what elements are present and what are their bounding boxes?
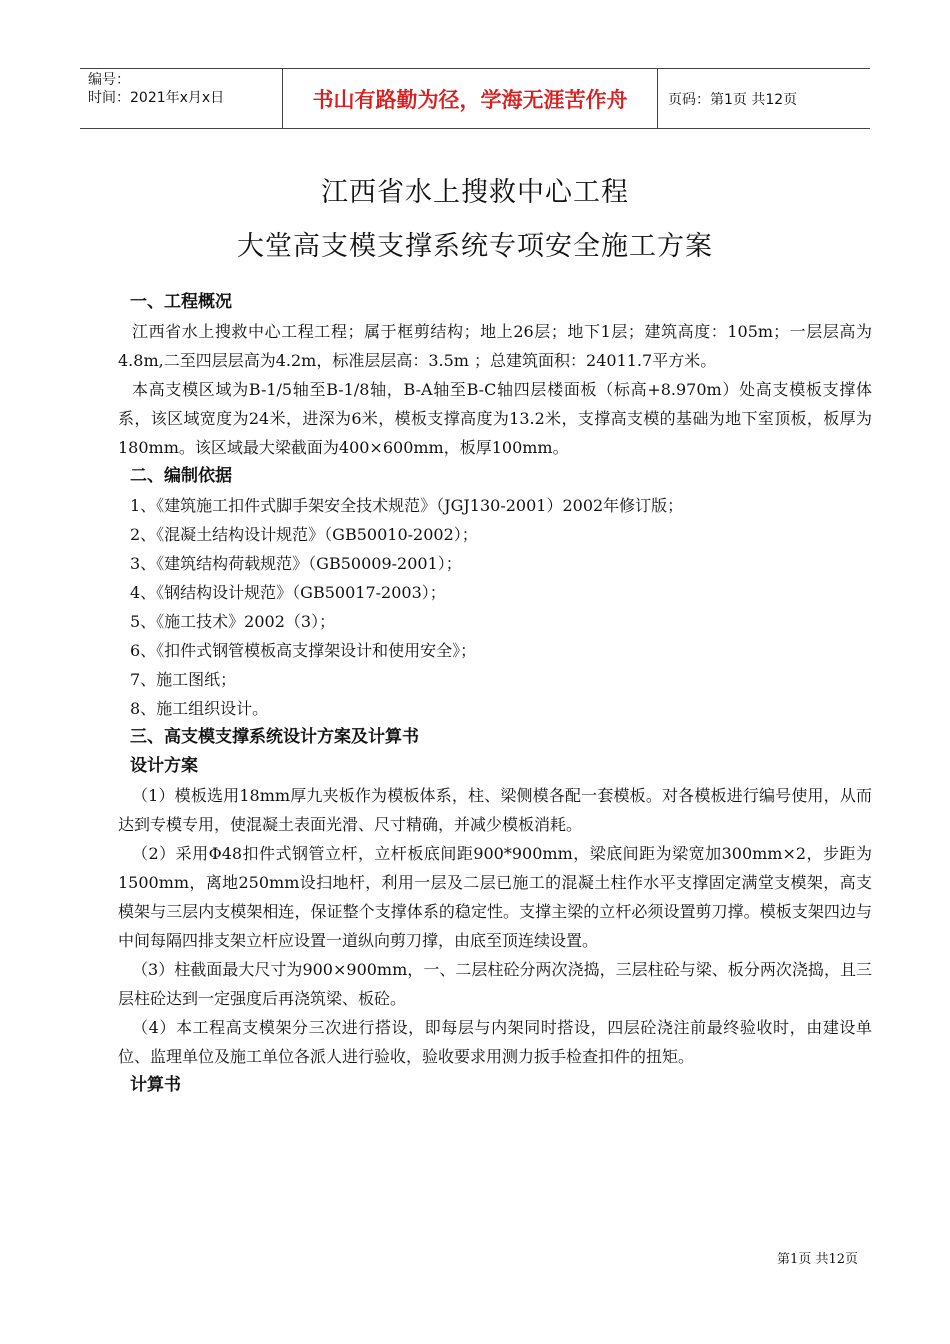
subheading-calculation: 计算书 [130,1075,181,1095]
overview-paragraph-2: 本高支模区域为B-1/5轴至B-1/8轴，B-A轴至B-C轴四层楼面板（标高+8.970m）处高支模板支撑体系，该区域宽度为24米，进深为6米，模板支撑高度为13.2米，支撑高支模的基础为地下室顶板，板厚为180mm。该区域最大梁截面为400×600mm，板厚100mm。 [118,380,872,457]
doc-body [118,288,872,1100]
basis-item: 5、《施工技术》2002（3）； [130,612,336,631]
page-header [80,68,870,129]
basis-item: 4、《钢结构设计规范》（GB50017-2003）； [130,583,446,602]
basis-item: 3、《建筑结构荷载规范》（GB50009-2001）； [130,554,462,573]
header-motto: 书山有路勤为径，学海无涯苦作舟 [282,69,658,128]
basis-item: 7、施工图纸； [130,670,237,689]
section-heading-basis: 二、编制依据 [130,466,232,486]
design-paragraph-3: （3）柱截面最大尺寸为900×900mm，一、二层柱砼分两次浇捣，三层柱砼与梁、板分两次浇捣，且三层柱砼达到一定强度后再浇筑梁、板砼。 [118,960,872,1008]
header-page-info: 页码：第1页 共12页 [668,91,798,108]
page-footer: 第1页 共12页 [777,1252,858,1267]
number-label: 编号： [88,72,130,88]
design-paragraph-1: （1）模板选用18mm厚九夹板作为模板体系，柱、梁侧模各配一套模板。对各模板进行编号使用，从而达到专模专用，使混凝土表面光滑、尺寸精确，并减少模板消耗。 [118,786,872,834]
header-meta [80,69,282,128]
doc-title-line1: 江西省水上搜救中心工程 [321,177,629,208]
overview-paragraph-1: 江西省水上搜救中心工程工程；属于框剪结构；地上26层；地下1层；建筑高度：105m；一层层高为4.8m,二至四层层高为4.2m，标准层层高：3.5m ；总建筑面积：24011.7平方米。 [118,322,872,370]
subheading-design-plan: 设计方案 [130,756,198,776]
section-heading-design: 三、高支模支撑系统设计方案及计算书 [130,727,419,747]
basis-item: 8、施工组织设计。 [130,699,269,718]
doc-title-line2: 大堂高支模支撑系统专项安全施工方案 [237,231,713,262]
basis-item: 2、《混凝土结构设计规范》（GB50010-2002）； [130,525,478,544]
time-label: 时间：2021年x月x日 [88,90,225,106]
design-paragraph-4: （4）本工程高支模架分三次进行搭设，即每层与内架同时搭设，四层砼浇注前最终验收时，由建设单位、监理单位及施工单位各派人进行验收，验收要求用测力扳手检查扣件的扭矩。 [118,1018,872,1066]
section-heading-overview: 一、工程概况 [130,292,232,312]
basis-item: 6、《扣件式钢管模板高支撑架设计和使用安全》； [130,641,477,660]
basis-item: 1、《建筑施工扣件式脚手架安全技术规范》（JGJ130-2001）2002年修订版； [130,496,684,515]
design-paragraph-2: （2）采用Φ48扣件式钢管立杆，立杆板底间距900*900mm，梁底间距为梁宽加300mm×2，步距为1500mm，离地250mm设扫地杆，利用一层及二层已施工的混凝土柱作水平支撑固定满堂支模架，高支模架与三层内支模架相连，保证整个支撑体系的稳定性。支撑主梁的立杆必须设置剪刀撑。模板支架四边与中间每隔四排支架立杆应设置一道纵向剪刀撑，由底至顶连续设置。 [118,844,872,950]
